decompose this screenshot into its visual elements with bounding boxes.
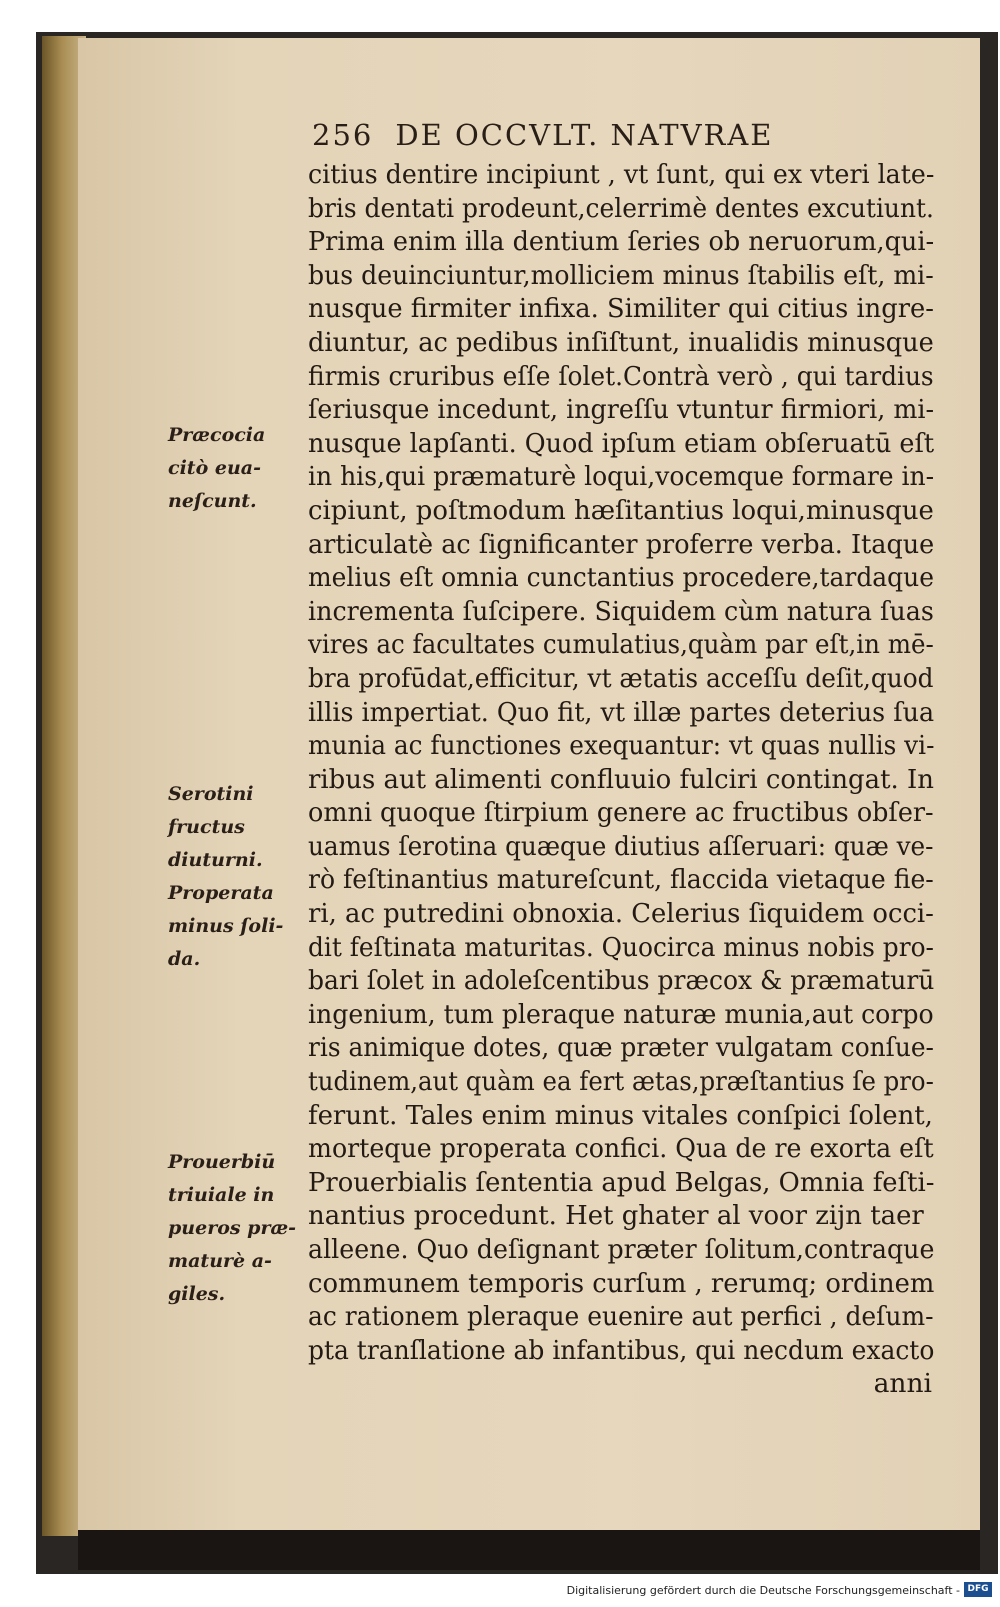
text-line: bris dentati prodeunt,celerrimè dentes excutiunt.: [308, 192, 934, 224]
text-line: pta tranſlatione ab infantibus, qui necdum exacto: [308, 1334, 935, 1366]
main-text-block: [308, 158, 948, 1401]
text-line: omni quoque ſtirpium genere ac fructibus obſer-: [308, 797, 934, 829]
marginal-note-line: Prouerbiū: [168, 1151, 276, 1173]
text-line: ſeriusque incedunt, ingreſſu vtuntur firmiori, mi-: [308, 394, 935, 426]
text-line: ribus aut alimenti confluuio fulciri contingat. In: [308, 763, 934, 795]
text-line: bari ſolet in adoleſcentibus præcox & præmaturū: [308, 965, 935, 997]
text-line: alleene. Quo deſignant præter ſolitum,contraque: [308, 1234, 935, 1265]
running-header: [312, 118, 912, 158]
catchword: anni: [873, 1368, 932, 1400]
text-line: nusque firmiter infixa. Similiter qui citius ingre-: [308, 293, 934, 325]
marginal-note-line: Præcocia: [168, 424, 266, 446]
text-line: tudinem,aut quàm ea fert ætas,præſtantius ſe pro-: [308, 1066, 934, 1098]
page-number: 256: [312, 118, 374, 152]
digitization-credit: Digitalisierung gefördert durch die Deutsche Forschungsgemeinschaft -: [566, 1584, 960, 1597]
text-line: Prima enim illa dentium ſeries ob neruorum,qui-: [308, 226, 935, 258]
text-line: ri, ac putredini obnoxia. Celerius ſiquidem occi-: [308, 898, 934, 930]
page-bottom-shadow: [78, 1530, 980, 1570]
text-line: melius eſt omnia cunctantius procedere,tardaque: [308, 562, 934, 594]
text-line: cipiunt, poſtmodum hæſitantius loqui,minusque: [308, 494, 934, 526]
text-line: ac rationem pleraque euenire aut perfici , deſum-: [308, 1301, 934, 1333]
text-line: nusque lapſanti. Quod ipſum etiam obſeruatū eſt: [308, 427, 935, 459]
marginal-note-line: da.: [168, 948, 201, 970]
marginal-note-2: [168, 778, 298, 877]
marginal-note-line: Serotini: [168, 783, 254, 805]
marginal-note-line: pueros præ-: [168, 1217, 297, 1239]
marginal-note-line: neſcunt.: [168, 490, 257, 512]
marginal-note-1: [168, 419, 298, 518]
text-line: morteque properata confici. Qua de re exorta eſt: [308, 1133, 934, 1165]
dfg-logo: DFG: [964, 1582, 992, 1597]
text-line: vires ac facultates cumulatius,quàm par eſt,in mē-: [308, 629, 934, 661]
text-line: ingenium, tum pleraque naturæ munia,aut corpo: [308, 998, 934, 1030]
text-line: nantius procedunt. Het ghater al voor zijn taer: [308, 1200, 924, 1232]
marginal-note-line: maturè a-: [168, 1250, 272, 1272]
marginal-note-4: [168, 1146, 298, 1311]
marginal-note-line: Properata: [168, 882, 274, 904]
text-line: illis impertiat. Quo fit, vt illæ partes deterius ſua: [308, 696, 935, 728]
marginal-note-line: citò eua-: [168, 457, 261, 479]
running-title: DE OCCVLT. NATVRAE: [395, 118, 774, 152]
text-line: uamus ſerotina quæque diutius aſſeruari: quæ ve-: [308, 830, 934, 862]
text-line: incrementa ſuſcipere. Siquidem cùm natura ſuas: [308, 595, 934, 627]
text-line: rò feſtinantius matureſcunt, flaccida vietaque fie-: [308, 864, 934, 896]
text-line: munia ac functiones exequantur: vt quas nullis vi-: [308, 730, 935, 762]
text-line: firmis cruribus eſſe ſolet.Contrà verò , qui tardius: [308, 360, 934, 392]
text-line: ris animique dotes, quæ præter vulgatam conſue-: [308, 1032, 934, 1064]
text-line: diuntur, ac pedibus inſiſtunt, inualidis minusque: [308, 326, 934, 358]
marginal-note-line: fructus: [168, 816, 245, 838]
marginal-note-line: giles.: [168, 1283, 226, 1305]
marginal-note-3: [168, 877, 298, 976]
text-line: in his,qui præmaturè loqui,vocemque formare in-: [308, 461, 935, 493]
text-line: citius dentire incipiunt , vt ſunt, qui ex vteri late-: [308, 159, 935, 190]
marginal-note-line: diuturni.: [168, 849, 263, 871]
text-line: Prouerbialis ſententia apud Belgas, Omnia feſti-: [308, 1166, 935, 1198]
marginal-note-line: triuiale in: [168, 1184, 275, 1206]
text-line: communem temporis curſum , rerumq; ordinem: [308, 1267, 935, 1299]
marginal-note-line: minus ſoli-: [168, 915, 284, 937]
text-line: dit feſtinata maturitas. Quocirca minus nobis pro-: [308, 931, 934, 963]
text-line: bra profūdat,efficitur, vt ætatis acceſſu deſit,quod: [308, 662, 934, 694]
text-line: ferunt. Tales enim minus vitales conſpici ſolent,: [308, 1099, 933, 1131]
text-line: articulatè ac ſignificanter proferre verba. Itaque: [308, 528, 935, 560]
text-line: bus deuinciuntur,molliciem minus ſtabilis eſt, mi-: [308, 259, 934, 291]
